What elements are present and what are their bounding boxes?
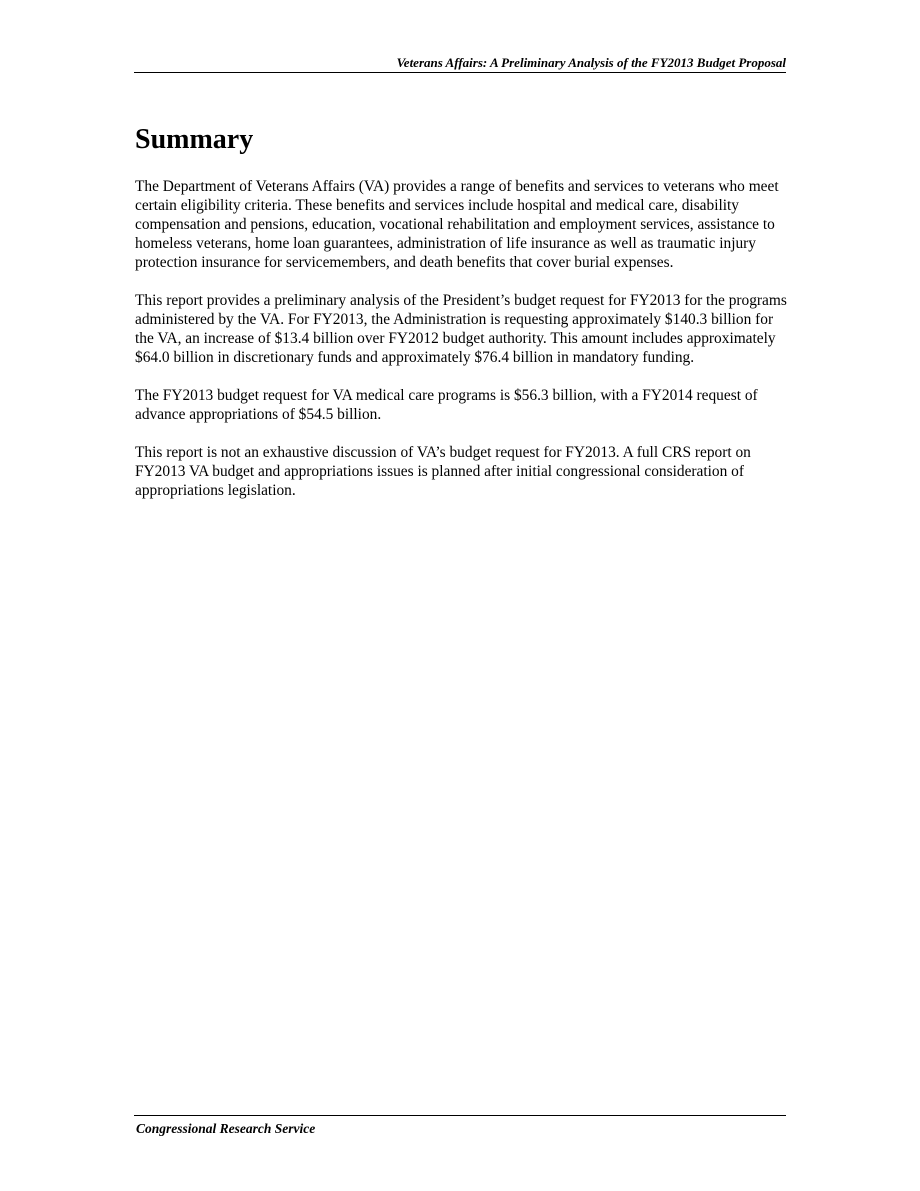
footer-divider bbox=[134, 1115, 786, 1116]
paragraph-overview: The Department of Veterans Affairs (VA) provides a range of benefits and services to veterans who meet certain eligibility criteria. These benefits and services include hospital and medical care, disability compensation and pensions, education, vocational rehabilitation and employment services, assistance to homeless veterans, home loan guarantees, administration of life insurance as well as traumatic injury protection insurance for servicemembers, and death benefits that cover burial expenses. bbox=[135, 178, 779, 271]
running-header: Veterans Affairs: A Preliminary Analysis of the FY2013 Budget Proposal bbox=[396, 55, 786, 70]
paragraph-scope-note: This report is not an exhaustive discussion of VA’s budget request for FY2013. A full CRS report on FY2013 VA budget and appropriations issues is planned after initial congressional consideration of appropriations legislation. bbox=[135, 444, 751, 499]
summary-body bbox=[135, 177, 795, 519]
paragraph-budget-request: This report provides a preliminary analysis of the President’s budget request for FY2013 for the programs administered by the VA. For FY2013, the Administration is requesting approximately $140.3 billion for the VA, an increase of $13.4 billion over FY2012 budget authority. This amount includes approximately $64.0 billion in discretionary funds and approximately $76.4 billion in mandatory funding. bbox=[135, 292, 787, 366]
running-footer: Congressional Research Service bbox=[136, 1121, 316, 1136]
page-title: Summary bbox=[135, 124, 254, 155]
paragraph-medical-care: The FY2013 budget request for VA medical care programs is $56.3 billion, with a FY2014 request of advance appropriations of $54.5 billion. bbox=[135, 387, 758, 423]
header-divider bbox=[134, 72, 786, 73]
